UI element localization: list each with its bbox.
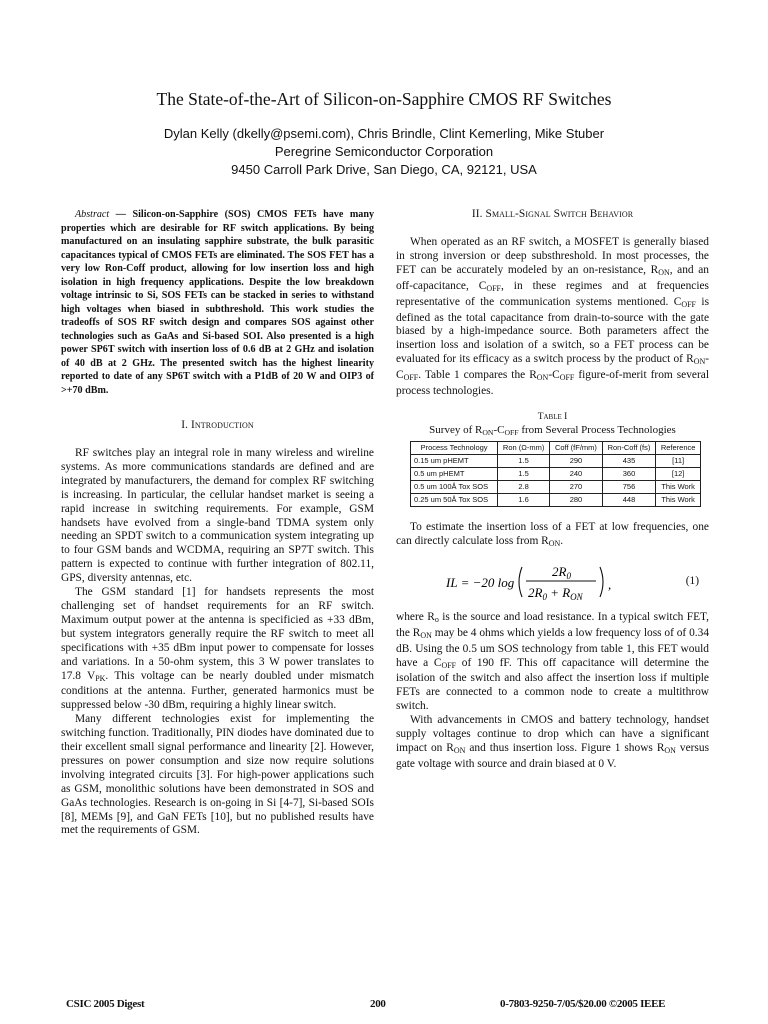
s2p3-b: is the source and load resistance. In a typical switch FET, the R	[396, 610, 709, 639]
s2p1-d: is defined as the total capacitance from drain-to-source with the gate biased by a high-impedance source. Both parameters affect the insertion loss and isolation of a switch, so a FET process can be evaluated for its efficacy as a switch process by the product of R	[396, 295, 709, 366]
s2p1-a: When operated as an RF switch, a MOSFET is generally biased in strong inversion or deep substhreshold. In most processes, the FET can be accurately modeled by an on-resistance, R	[396, 236, 709, 276]
affiliation: Peregrine Semiconductor Corporation	[274, 144, 494, 159]
table-cell: This Work	[656, 480, 701, 493]
table-cell: 270	[550, 480, 603, 493]
s2p1-g: -C	[548, 369, 560, 382]
section-heading-small-signal: II. Small-Signal Switch Behavior	[471, 208, 634, 220]
eq-left-paren	[519, 567, 522, 597]
eq-denominator	[528, 585, 584, 602]
authors-line: Dylan Kelly (dkelly@psemi.com), Chris Brindle, Clint Kemerling, Mike Stuber	[163, 126, 605, 141]
s2p1-c: , in these regimes and at frequencies representative of the communication systems mentioned. C	[396, 279, 709, 308]
intro-p2-sub: PK	[95, 673, 106, 683]
footer-page-number: 200	[370, 998, 386, 1010]
table-caption	[396, 424, 709, 439]
table-cell: 1.6	[498, 493, 550, 506]
sub-on: ON	[548, 538, 561, 548]
table-cell: 448	[602, 493, 656, 506]
author-block	[0, 125, 768, 179]
table-row	[411, 454, 701, 467]
s2p1-b: , and an off-capacitance, C	[396, 263, 709, 292]
table-cell: 756	[602, 480, 656, 493]
equation-graphic	[446, 559, 656, 605]
table-cell: [12]	[656, 467, 701, 480]
s2p1-f: . Table 1 compares the R	[418, 369, 537, 382]
left-column	[61, 208, 374, 838]
caption-a: Survey of R	[429, 423, 483, 436]
sub-off: OFF	[681, 299, 696, 309]
footer-copyright: 0-7803-9250-7/05/$20.00 ©2005 IEEE	[500, 998, 666, 1010]
sub-off: OFF	[486, 283, 501, 293]
table-label	[396, 411, 709, 424]
sub-on: ON	[536, 373, 549, 383]
s2p3-d: of 190 fF. This off capacitance will determine the isolation of the switch and also affect the insertion loss if multiple FETs are connected to a common node to create a multithrow switch.	[396, 656, 709, 713]
table-cell: [11]	[656, 454, 701, 467]
eq-den-plus: + R	[546, 584, 571, 600]
table-header-row	[411, 441, 701, 454]
footer-digest: CSIC 2005 Digest	[66, 998, 145, 1010]
eq-numerator	[552, 564, 571, 581]
table-cell: This Work	[656, 493, 701, 506]
intro-paragraph-2	[61, 586, 374, 713]
s2p3-a: where R	[396, 610, 435, 623]
section2-paragraph-2	[396, 521, 709, 551]
table-row	[411, 467, 701, 480]
table-cell: 0.5 um pHEMT	[411, 467, 498, 480]
table-cell: 280	[550, 493, 603, 506]
survey-table	[410, 441, 701, 507]
table-row	[411, 493, 701, 506]
table-row	[411, 480, 701, 493]
s2p1-e: -C	[396, 353, 709, 382]
sub-off: OFF	[559, 373, 575, 383]
abstract	[61, 208, 374, 397]
table-cell: 360	[602, 467, 656, 480]
table-header-cell: Ron-Coff (fs)	[602, 441, 656, 454]
intro-p2-text-a: The GSM standard [1] for handsets represents the most challenging set of handset requirements for an RF switch. Maximum output power at the antenna is specificied as +33 dBm, but system integrators generally require the RF switch to meet all specifications with +35 dBm input power to compensate for losses and variations. In a 50-ohm system, this 3 W power translates to 17.8 V	[61, 586, 374, 682]
sub-off: OFF	[504, 427, 519, 437]
sub-off: OFF	[403, 373, 419, 383]
table-cell: 2.8	[498, 480, 550, 493]
right-column	[396, 208, 709, 772]
s2p4-b: and thus insertion loss. Figure 1 shows R	[465, 741, 665, 754]
table-header-cell: Ron (Ω-mm)	[498, 441, 550, 454]
table-header-cell: Coff (fF/mm)	[550, 441, 603, 454]
s2p4-a: With advancements in CMOS and battery technology, handset supply voltages continue to drop which can have a significant impact on R	[396, 714, 709, 754]
section2-paragraph-1	[396, 236, 709, 399]
sub-o: o	[434, 614, 439, 624]
sub-off: OFF	[441, 660, 457, 670]
address: 9450 Carroll Park Drive, San Diego, CA, 92121, USA	[231, 162, 537, 177]
table-header-cell: Process Technology	[411, 441, 498, 454]
sub-on: ON	[693, 357, 706, 367]
eq-right-paren	[600, 567, 603, 597]
caption-b: -C	[493, 423, 505, 436]
s2p3-c: may be 4 ohms which yields a low frequency loss of of 0.34 dB. Using the 0.5 um SOS technology from table 1, this FET would have a C	[396, 626, 710, 669]
table-cell: 1.5	[498, 467, 550, 480]
s2p4-c: versus gate voltage with source and drain biased at 0 V.	[396, 741, 709, 770]
table-cell: 0.25 um 50Å Tox SOS	[411, 493, 498, 506]
table-cell: 290	[550, 454, 603, 467]
table-cell: 1.5	[498, 454, 550, 467]
equation-1	[396, 559, 709, 605]
sub-on: ON	[664, 745, 676, 755]
intro-paragraph-3: Many different technologies exist for implementing the switching function. Traditionally, PIN diodes have dominated due to their excellent small signal performance and linearity [2]. However, pressures on power consumption and size now require solutions involving integrated circuits [3]. For high-power applications such as GSM, monolithic solutions have been demonstrated in SOS and GaAs technologies. Research is on-going in Si [4-7], Si-based SOIs [8], MEMs [9], and GaN FETs [10], but no published results have met the requirements of GSM.	[61, 713, 374, 837]
eq-comma: ,	[608, 576, 612, 592]
table-cell: 435	[602, 454, 656, 467]
table-label-text: Table I	[537, 411, 568, 422]
sub-on: ON	[453, 745, 466, 755]
eq-den-text: 2R	[528, 584, 543, 600]
s2p1-h: figure-of-merit from several process technologies.	[396, 369, 709, 398]
paper-title: The State-of-the-Art of Silicon-on-Sapphire CMOS RF Switches	[156, 89, 612, 109]
eq-num-text: 2R	[552, 563, 567, 579]
abstract-text: Silicon-on-Sapphire (SOS) CMOS FETs have many properties which are desirable for RF switch applications. By being manufactured on an insulating sapphire substrate, the bulk parasitic capacitances typical of CMOS FETs are eliminated. The SOS FET has a very low Ron-Coff product, allowing for low insertion loss and high isolation in high frequency applications. Despite the low breakdown voltage intrinsic to Si, SOS FETs can be stacked in series to withstand high voltages when biased in subthreshold. This work studies the tradeoffs of SOS RF switch design and compares SOS against other technologies such as GaAs and Si-based SOI. Also presented is a high power SP6T switch with insertion loss of 0.6 dB at 2 GHz and isolation of 40 dB at 2 GHz. The presented switch has the highest linearity reported to date of any SP6T switch with a P1dB of 20 W and OIP3 of >+70 dBm.	[61, 209, 374, 396]
section-heading-introduction: I. Introduction	[181, 419, 254, 431]
eq-den-sub2: ON	[570, 591, 583, 602]
section2-paragraph-3	[396, 611, 709, 714]
sub-on: ON	[658, 267, 670, 277]
intro-p2-text-b: . This voltage can be nearly doubled under mismatch conditions at the antenna. Further, generated harmonics must be suppressed below -30 dBm, requiring a highly linear switch.	[61, 669, 374, 712]
abstract-lead: Abstract	[75, 209, 110, 220]
eq-num-sub: 0	[566, 570, 571, 581]
abstract-dash: —	[109, 209, 133, 220]
section2-paragraph-4	[396, 714, 709, 772]
table-cell: 0.15 um pHEMT	[411, 454, 498, 467]
eq-den-sub: 0	[542, 591, 547, 602]
intro-paragraph-1: RF switches play an integral role in many wireless and wireline systems. As more communications standards are defined and are integrated by manufacturers, the demand for complex RF switching is increasing. In particular, the cellular handset market is seeing a rapid increase in switching requirements. For example, GSM handsets have evolved from a single-band TDMA system only needing an SPDT switch to a communication system integrating up to four GSM bands and WCDMA, requiring an SP7T switch. This pattern is expected to continue with further integration of 802.11, GPS, diversity antennas, etc.	[61, 447, 374, 585]
table-cell: 240	[550, 467, 603, 480]
caption-c: from Several Process Technologies	[518, 423, 676, 436]
table-cell: 0.5 um 100Å Tox SOS	[411, 480, 498, 493]
eq-lhs: IL = −20 log	[446, 574, 515, 590]
sub-on: ON	[420, 630, 432, 640]
sub-on: ON	[482, 427, 494, 437]
s2p2-b: .	[560, 534, 564, 547]
s2p2-a: To estimate the insertion loss of a FET at low frequencies, one can directly calculate loss from R	[396, 520, 709, 547]
equation-number: (1)	[685, 574, 699, 587]
table-header-cell: Reference	[656, 441, 701, 454]
